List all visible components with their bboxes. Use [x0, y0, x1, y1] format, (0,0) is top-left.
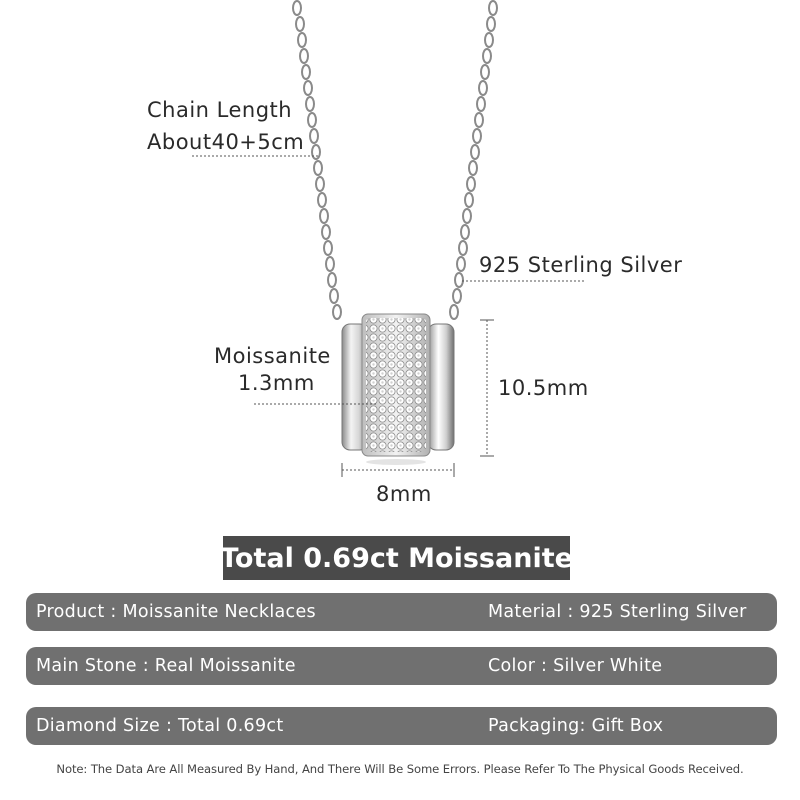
chain-length-value: About40+5cm — [147, 130, 305, 154]
chain-left — [293, 1, 341, 319]
width-dimension — [342, 463, 454, 477]
spec-packaging: Packaging: Gift Box — [488, 716, 664, 736]
stone-label: Moissanite — [214, 344, 331, 368]
chain-length-label: Chain Length — [147, 98, 293, 122]
spec-material: Material : 925 Sterling Silver — [488, 602, 747, 622]
measurement-note: Note: The Data Are All Measured By Hand, And There Will Be Some Errors. Please Refer To The Physical Goods Received. — [56, 762, 744, 776]
stone-size-label: 1.3mm — [238, 371, 315, 395]
spec-row-product — [26, 593, 777, 631]
spec-row-size — [26, 707, 777, 745]
height-dimension-label: 10.5mm — [498, 376, 589, 400]
material-label: 925 Sterling Silver — [479, 253, 683, 277]
title-text: Total 0.69ct Moissanite — [220, 542, 573, 574]
spec-diamond-size: Diamond Size : Total 0.69ct — [36, 716, 284, 736]
spec-row-stone — [26, 647, 777, 685]
height-dimension — [480, 320, 494, 456]
spec-color: Color : Silver White — [488, 656, 663, 676]
spec-main-stone: Main Stone : Real Moissanite — [36, 656, 296, 676]
pendant — [342, 314, 454, 465]
spec-product: Product : Moissanite Necklaces — [36, 602, 316, 622]
total-carat-title — [220, 536, 573, 580]
width-dimension-label: 8mm — [376, 482, 432, 506]
